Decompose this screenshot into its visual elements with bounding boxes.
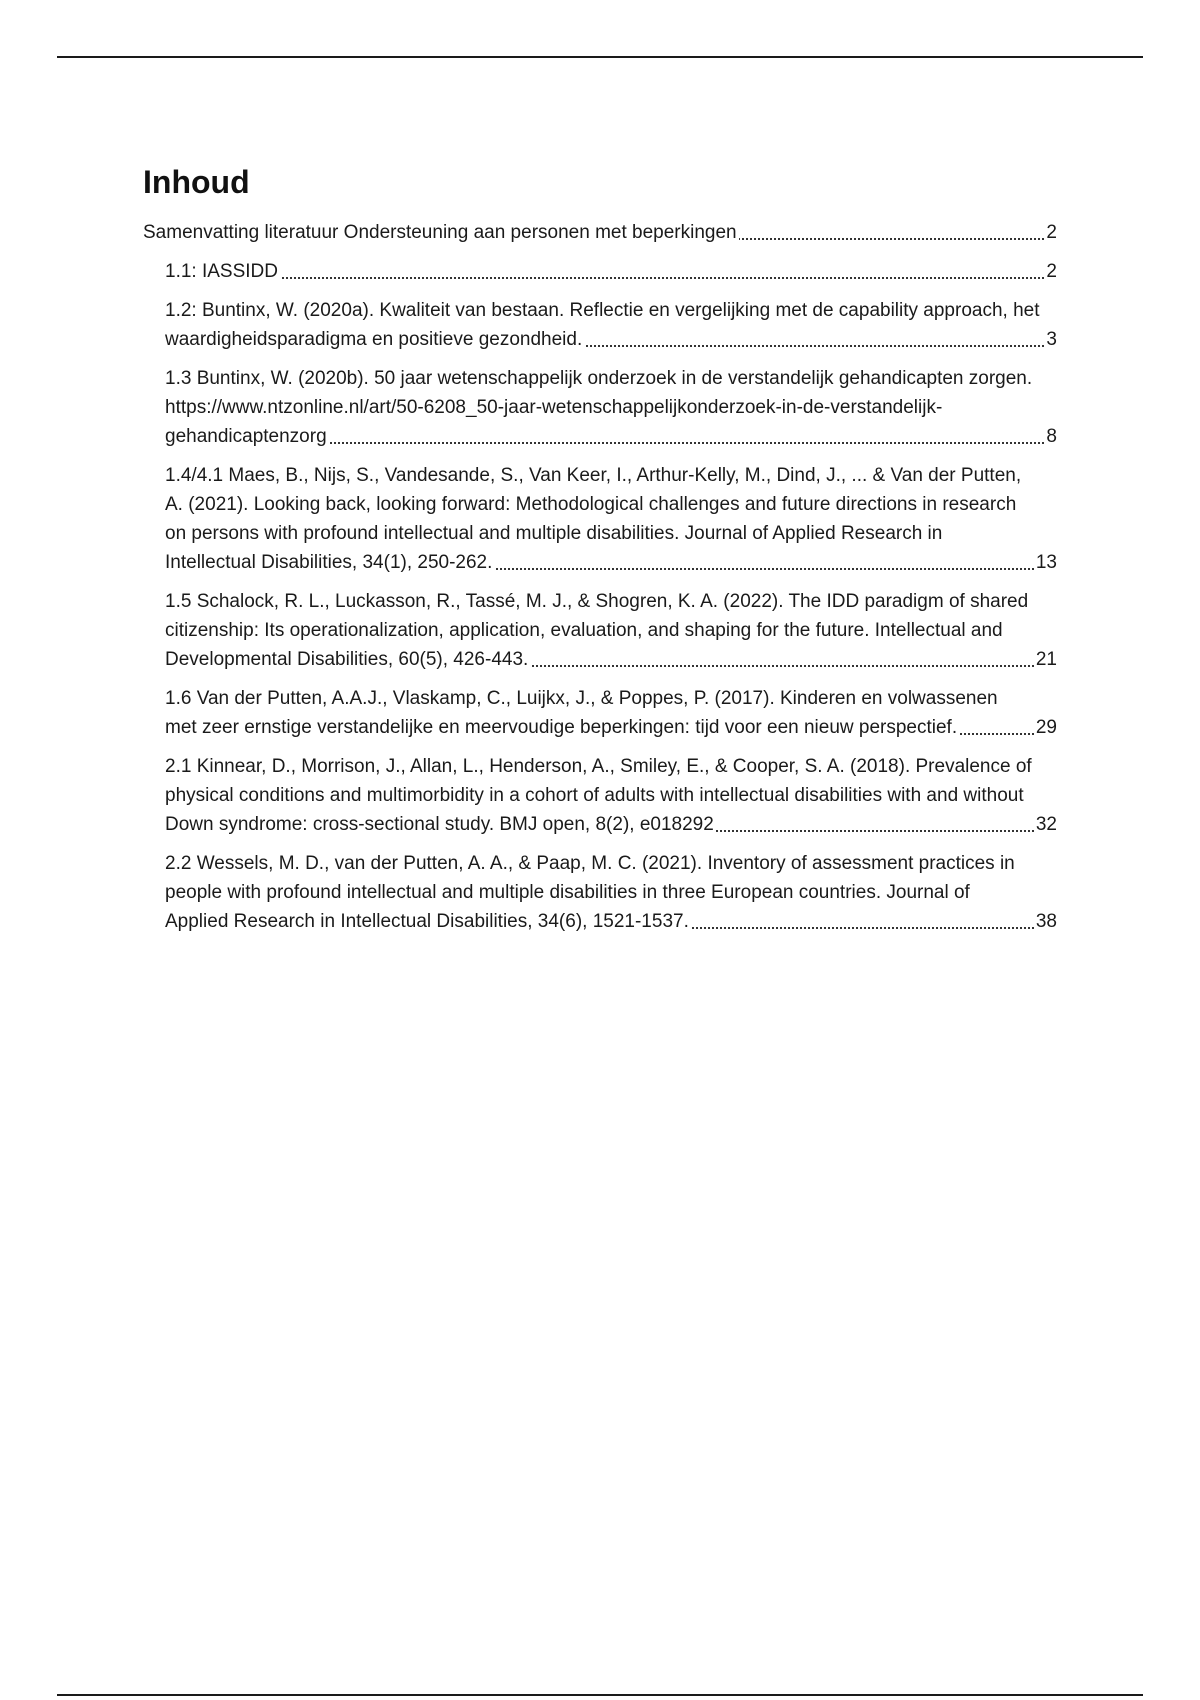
table-of-contents (143, 218, 1057, 946)
toc-entry-text: 1.3 Buntinx, W. (2020b). 50 jaar wetenschappelijk onderzoek in de verstandelijk gehandicapten zorgen. https://www.ntzonline.nl/art/50-6208_50-jaar-wetenschappelijkonderzoek-in-de-verstandelijk-gehandicaptenzorg (165, 364, 1044, 451)
toc-entry-page: 3 (1046, 329, 1057, 350)
toc-entry[interactable] (143, 218, 1057, 247)
toc-entry-page: 13 (1035, 552, 1057, 573)
toc-entry-page: 32 (1035, 814, 1057, 835)
toc-entry-text: 2.1 Kinnear, D., Morrison, J., Allan, L., Henderson, A., Smiley, E., & Cooper, S. A. (2018). Prevalence of physical conditions and multimorbidity in a cohort of adults with intellectual disabilities with and without Down syndrome: cross-sectional study. BMJ open, 8(2), e018292 (165, 752, 1034, 839)
toc-title: Inhoud (143, 164, 250, 200)
toc-entry-page: 38 (1035, 911, 1057, 932)
footer-rule (57, 1694, 1143, 1696)
toc-entry-text: 1.4/4.1 Maes, B., Nijs, S., Vandesande, S., Van Keer, I., Arthur-Kelly, M., Dind, J., ... & Van der Putten, A. (2021). Looking back, looking forward: Methodological challenges and future directions in research on persons with profound intellectual and multiple disabilities. Journal of Applied Research in Intellectual Disabilities, 34(1), 250-262. (165, 461, 1034, 577)
toc-entry-text: 1.2: Buntinx, W. (2020a). Kwaliteit van bestaan. Reflectie en vergelijking met de capability approach, het waardigheidsparadigma en positieve gezondheid. (165, 296, 1044, 354)
toc-entry[interactable] (143, 257, 1057, 286)
toc-entry-text: 1.6 Van der Putten, A.A.J., Vlaskamp, C., Luijkx, J., & Poppes, P. (2017). Kinderen en volwassenen met zeer ernstige verstandelijke en meervoudige beperkingen: tijd voor een nieuw perspectief. (165, 684, 1034, 742)
toc-entry[interactable] (143, 461, 1057, 577)
toc-entry[interactable] (143, 587, 1057, 674)
toc-entry[interactable] (143, 752, 1057, 839)
toc-entry[interactable] (143, 296, 1057, 354)
toc-entry[interactable] (143, 684, 1057, 742)
toc-entry-text: 1.5 Schalock, R. L., Luckasson, R., Tassé, M. J., & Shogren, K. A. (2022). The IDD paradigm of shared citizenship: Its operationalization, application, evaluation, and shaping for the future. Intellectual and Developmental Disabilities, 60(5), 426-443. (165, 587, 1034, 674)
toc-entry[interactable] (143, 364, 1057, 451)
toc-entry[interactable] (143, 849, 1057, 936)
toc-entry-text: 1.1: IASSIDD (165, 257, 1044, 286)
toc-entry-page: 29 (1035, 717, 1057, 738)
toc-entry-text: 2.2 Wessels, M. D., van der Putten, A. A., & Paap, M. C. (2021). Inventory of assessment practices in people with profound intellectual and multiple disabilities in three European countries. Journal of Applied Research in Intellectual Disabilities, 34(6), 1521-1537. (165, 849, 1034, 936)
toc-entry-page: 21 (1035, 649, 1057, 670)
toc-entry-page: 8 (1046, 426, 1057, 447)
toc-entry-page: 2 (1046, 261, 1057, 282)
header-rule (57, 56, 1143, 58)
toc-entry-page: 2 (1046, 222, 1057, 243)
toc-entry-text: Samenvatting literatuur Ondersteuning aan personen met beperkingen (143, 218, 1044, 247)
